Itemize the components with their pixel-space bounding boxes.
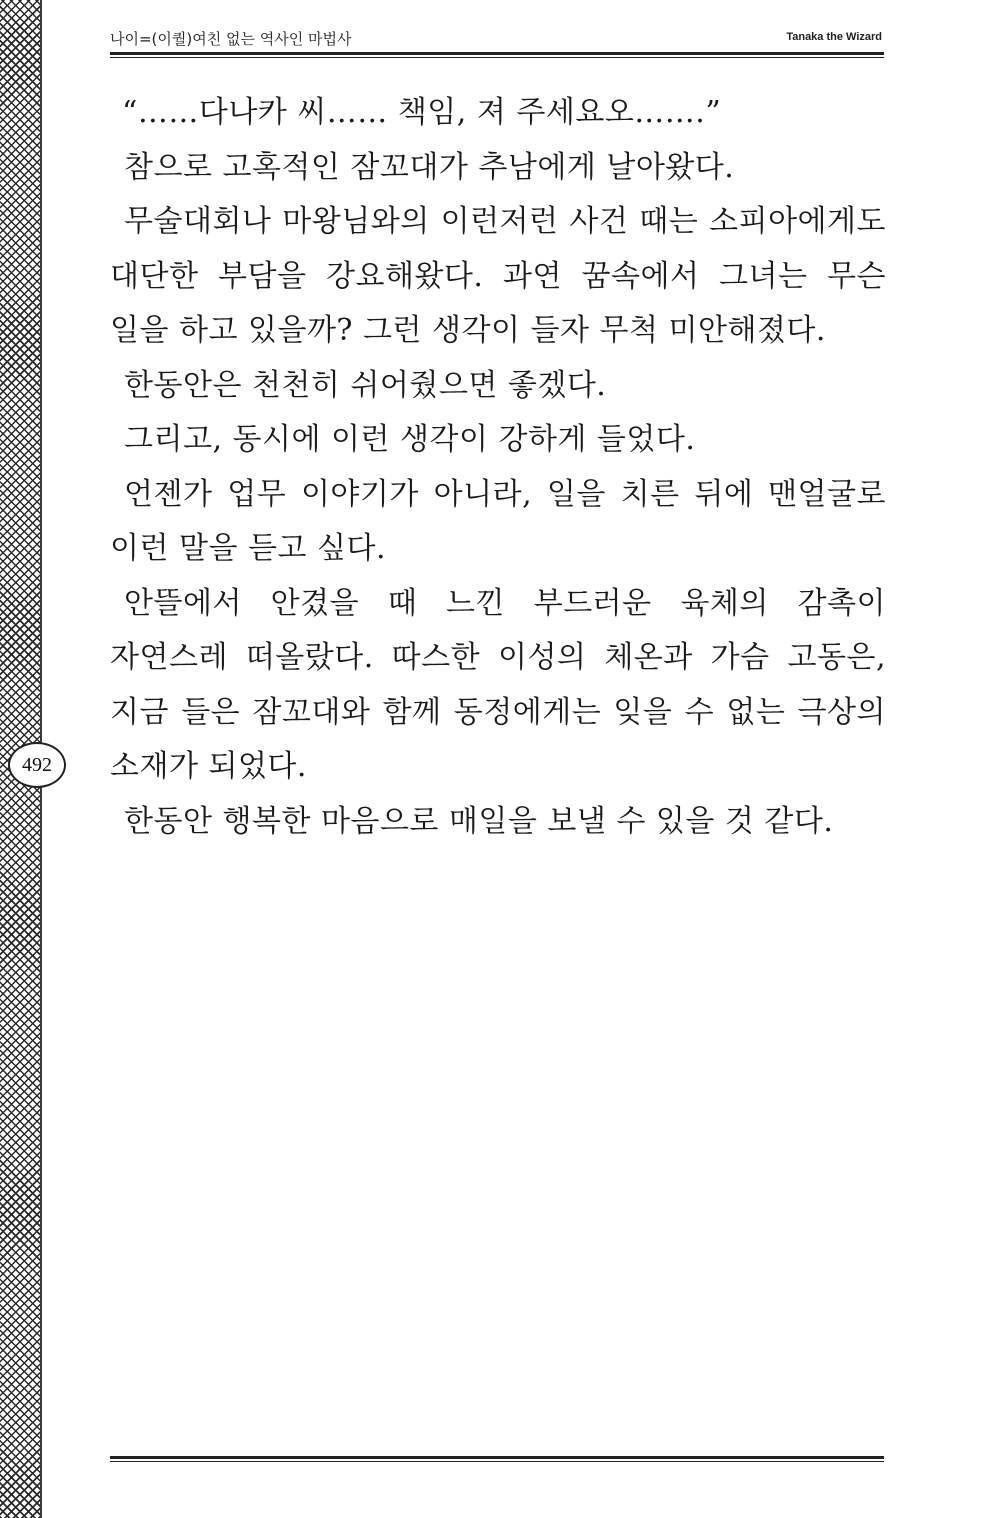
paragraph: 무술대회나 마왕님와의 이런저런 사건 때는 소피아에게도 대단한 부담을 강요해왔다. 과연 꿈속에서 그녀는 무슨 일을 하고 있을까? 그런 생각이 들자 무척 미안해졌다. — [110, 204, 886, 348]
paragraph: 그리고, 동시에 이런 생각이 강하게 들었다. — [124, 422, 696, 457]
header-rule-thin — [110, 57, 884, 58]
header-rule-thick — [110, 52, 884, 55]
paragraph: 참으로 고혹적인 잠꼬대가 추남에게 날아왔다. — [124, 149, 735, 185]
paragraph: 한동안은 천천히 쉬어줬으면 좋겠다. — [124, 367, 607, 403]
running-header — [110, 28, 888, 50]
footer-rule-thick — [110, 1456, 884, 1459]
paragraph: “……다나카 씨…… 책임, 져 주세요오…….” — [122, 95, 722, 130]
paragraph: 안뜰에서 안겼을 때 느낀 부드러운 육체의 감촉이 자연스레 떠올랐다. 따스한 이성의 체온과 가슴 고동은, 지금 들은 잠꼬대와 함께 동정에게는 잊을 수 없는 극상의 소재가 되었다. — [110, 585, 886, 784]
header-title: 나이=(이퀄)여친 없는 역사인 마법사 — [110, 30, 352, 48]
page-number: 492 — [8, 742, 66, 788]
paragraph: 한동안 행복한 마음으로 매일을 보낼 수 있을 것 같다. — [124, 803, 834, 839]
body-text — [110, 86, 886, 849]
paragraph: 언젠가 업무 이야기가 아니라, 일을 치른 뒤에 맨얼굴로 이런 말을 듣고 싶다. — [110, 476, 886, 566]
footer-rule-thin — [110, 1461, 884, 1462]
header-series: Tanaka the Wizard — [786, 31, 882, 43]
